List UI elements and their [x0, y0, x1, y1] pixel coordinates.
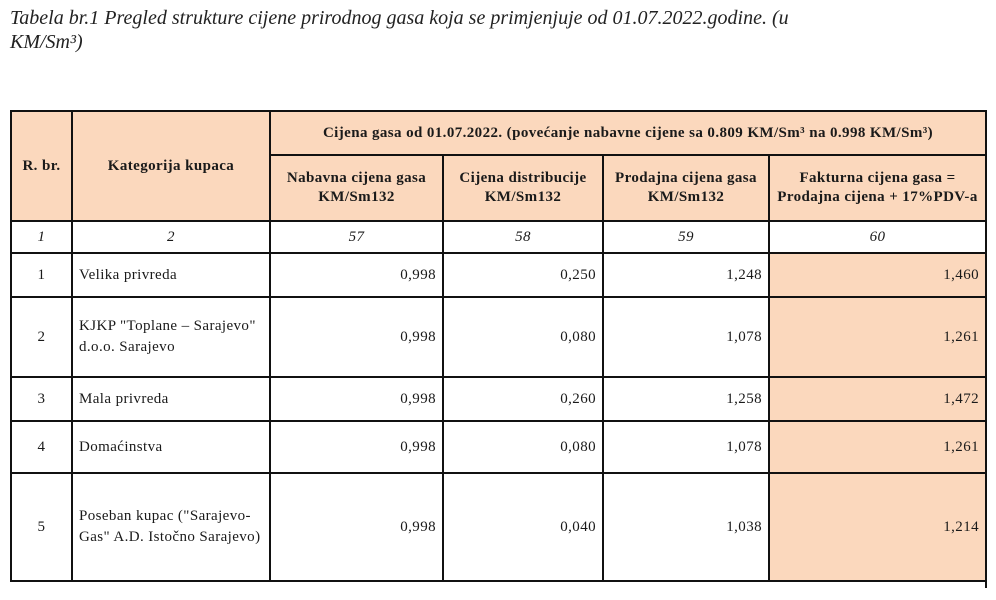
- header-distribucija: Cijena distribucije KM/Sm132: [443, 155, 603, 221]
- index-cell: 57: [270, 221, 443, 253]
- row-distribucija: 0,080: [443, 297, 603, 377]
- row-number: 2: [11, 297, 72, 377]
- row-fakturna: 1,472: [769, 377, 986, 421]
- index-cell: 2: [72, 221, 270, 253]
- row-prodajna: 1,258: [603, 377, 769, 421]
- border-stub: [985, 566, 987, 588]
- row-prodajna: 1,248: [603, 253, 769, 297]
- row-fakturna: 1,261: [769, 421, 986, 473]
- row-number: 4: [11, 421, 72, 473]
- index-cell: 58: [443, 221, 603, 253]
- row-fakturna: 1,214: [769, 473, 986, 581]
- index-cell: 60: [769, 221, 986, 253]
- row-nabavna: 0,998: [270, 377, 443, 421]
- table-row: [11, 473, 986, 581]
- header-nabavna: Nabavna cijena gasa KM/Sm132: [270, 155, 443, 221]
- row-kategorija: Domaćinstva: [72, 421, 270, 473]
- row-kategorija: Poseban kupac ("Sarajevo-Gas" A.D. Istočno Sarajevo): [72, 473, 270, 581]
- header-fakturna: Fakturna cijena gasa = Prodajna cijena + 17%PDV-a: [769, 155, 986, 221]
- caption-line-2: KM/Sm³): [10, 31, 83, 53]
- row-distribucija: 0,080: [443, 421, 603, 473]
- row-nabavna: 0,998: [270, 253, 443, 297]
- table-row: [11, 421, 986, 473]
- index-cell: 1: [11, 221, 72, 253]
- table-caption: [10, 6, 970, 54]
- row-distribucija: 0,260: [443, 377, 603, 421]
- row-prodajna: 1,038: [603, 473, 769, 581]
- table-row: [11, 377, 986, 421]
- row-kategorija: KJKP "Toplane – Sarajevo" d.o.o. Sarajevo: [72, 297, 270, 377]
- header-prodajna: Prodajna cijena gasa KM/Sm132: [603, 155, 769, 221]
- header-kategorija: Kategorija kupaca: [72, 111, 270, 221]
- row-nabavna: 0,998: [270, 421, 443, 473]
- row-nabavna: 0,998: [270, 473, 443, 581]
- row-nabavna: 0,998: [270, 297, 443, 377]
- row-distribucija: 0,250: [443, 253, 603, 297]
- index-row: [11, 221, 986, 253]
- row-number: 3: [11, 377, 72, 421]
- row-number: 1: [11, 253, 72, 297]
- row-prodajna: 1,078: [603, 421, 769, 473]
- gas-price-table: [10, 110, 987, 582]
- header-rbr: R. br.: [11, 111, 72, 221]
- row-fakturna: 1,460: [769, 253, 986, 297]
- row-kategorija: Mala privreda: [72, 377, 270, 421]
- table-row: [11, 253, 986, 297]
- row-fakturna: 1,261: [769, 297, 986, 377]
- index-cell: 59: [603, 221, 769, 253]
- table-row: [11, 297, 986, 377]
- header-group-price: Cijena gasa od 01.07.2022. (povećanje nabavne cijene sa 0.809 KM/Sm³ na 0.998 KM/Sm³): [270, 111, 986, 155]
- row-prodajna: 1,078: [603, 297, 769, 377]
- row-kategorija: Velika privreda: [72, 253, 270, 297]
- caption-line-1: Tabela br.1 Pregled strukture cijene prirodnog gasa koja se primjenjuje od 01.07.2022.godine. (u: [10, 7, 789, 29]
- row-number: 5: [11, 473, 72, 581]
- row-distribucija: 0,040: [443, 473, 603, 581]
